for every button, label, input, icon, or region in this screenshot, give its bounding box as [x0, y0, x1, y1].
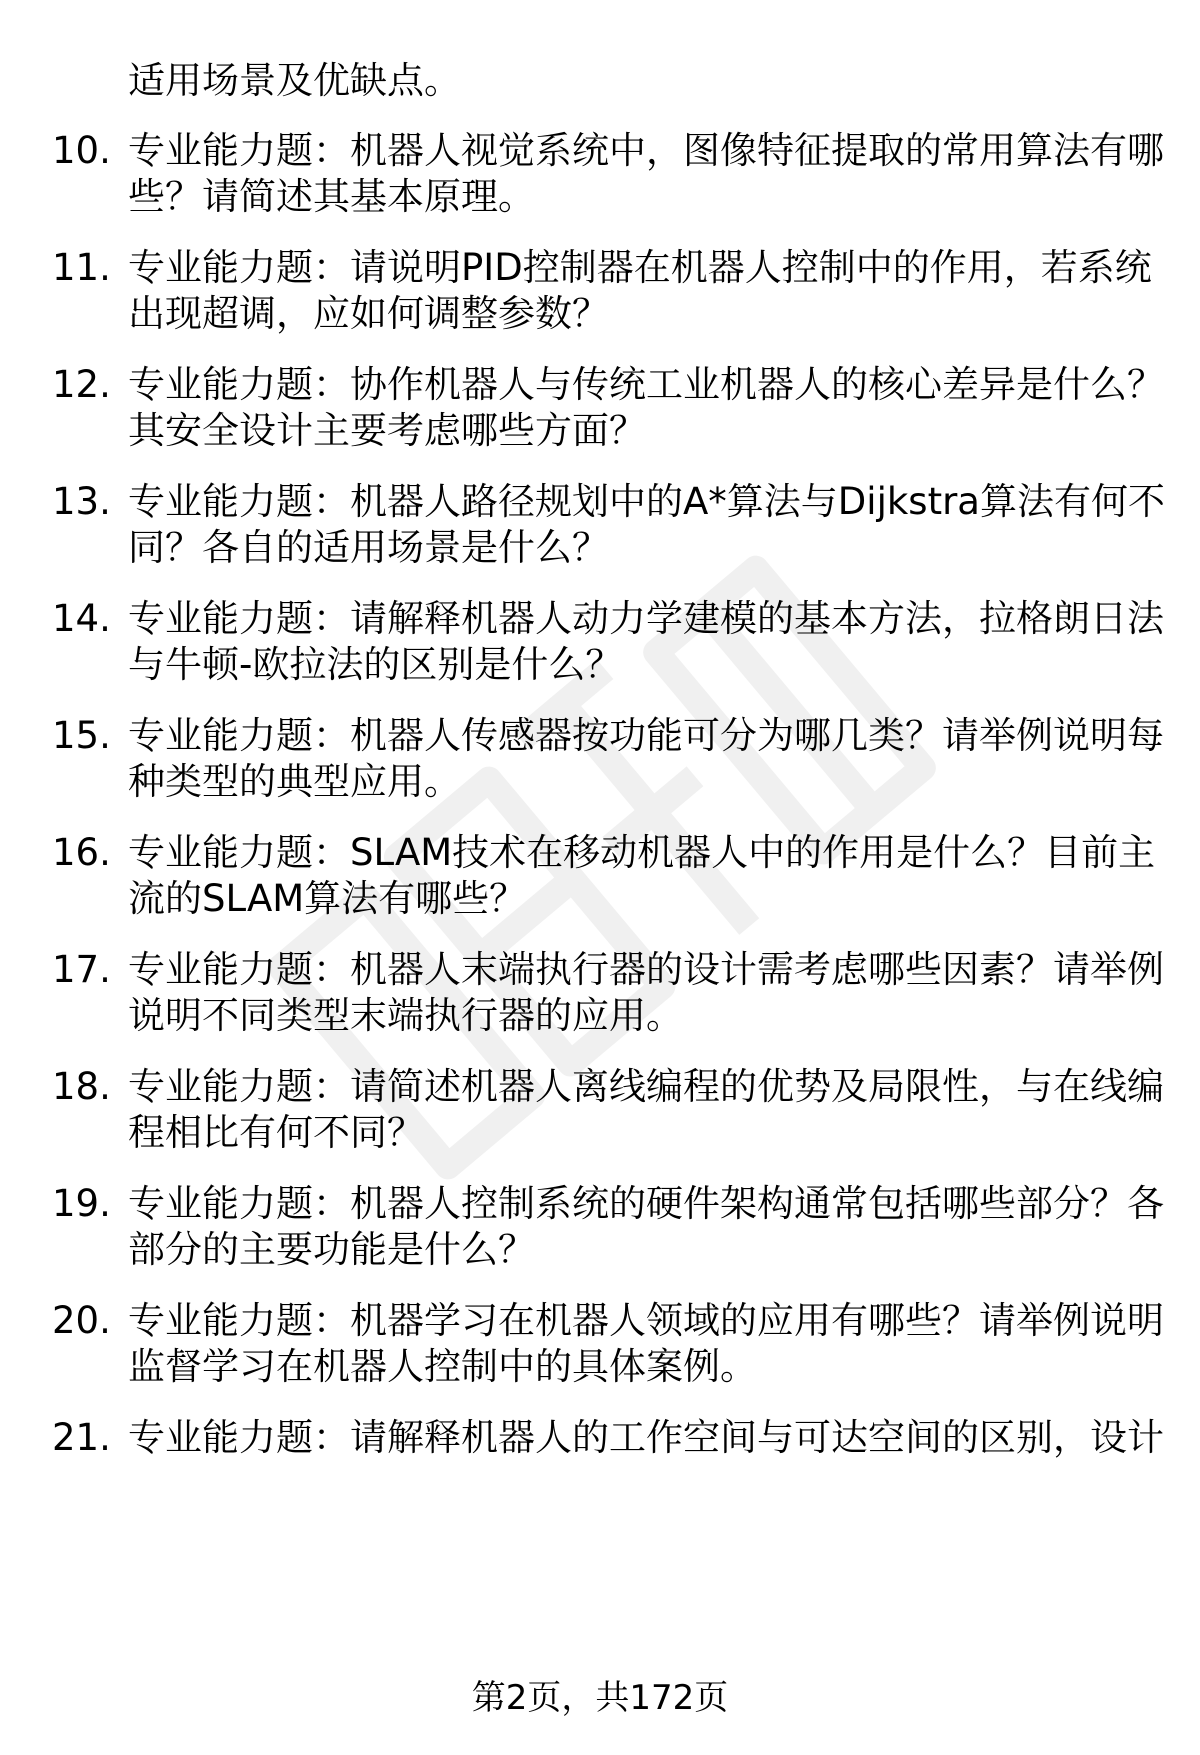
question-line: 专业能力题：请说明PID控制器在机器人控制中的作用，若系统: [128, 246, 1152, 289]
question-line: 专业能力题：机器人控制系统的硬件架构通常包括哪些部分？各: [128, 1182, 1164, 1225]
question-line: 出现超调，应如何调整参数？: [128, 292, 609, 335]
intro-line: 适用场景及优缺点。: [128, 59, 461, 102]
question-number: 10.: [52, 129, 111, 172]
question-number: 15.: [52, 714, 111, 757]
question-line: 专业能力题：请简述机器人离线编程的优势及局限性，与在线编: [128, 1065, 1164, 1108]
question-line: 专业能力题：机器人末端执行器的设计需考虑哪些因素？请举例: [128, 948, 1164, 991]
question-line: 其安全设计主要考虑哪些方面？: [128, 409, 646, 452]
question-line: 说明不同类型末端执行器的应用。: [128, 994, 683, 1037]
question-line: 专业能力题：机器人传感器按功能可分为哪几类？请举例说明每: [128, 714, 1164, 757]
page-footer: 第2页，共172页: [471, 1678, 729, 1718]
question-number: 20.: [52, 1299, 111, 1342]
question-line: 监督学习在机器人控制中的具体案例。: [128, 1345, 757, 1388]
question-line: 种类型的典型应用。: [128, 760, 461, 803]
question-line: 程相比有何不同？: [128, 1111, 424, 1154]
question-number: 16.: [52, 831, 111, 874]
question-number: 11.: [52, 246, 111, 289]
question-number: 17.: [52, 948, 111, 991]
question-number: 12.: [52, 363, 111, 406]
question-line: 专业能力题：机器人路径规划中的A*算法与Dijkstra算法有何不: [128, 480, 1165, 523]
question-line: 专业能力题：协作机器人与传统工业机器人的核心差异是什么？: [128, 363, 1164, 406]
question-line: 专业能力题：请解释机器人的工作空间与可达空间的区别，设计: [128, 1416, 1164, 1459]
question-line: 专业能力题：SLAM技术在移动机器人中的作用是什么？目前主: [128, 831, 1156, 874]
question-line: 专业能力题：请解释机器人动力学建模的基本方法，拉格朗日法: [128, 597, 1164, 640]
question-line: 专业能力题：机器学习在机器人领域的应用有哪些？请举例说明: [128, 1299, 1164, 1342]
question-number: 21.: [52, 1416, 111, 1459]
question-line: 专业能力题：机器人视觉系统中，图像特征提取的常用算法有哪: [128, 129, 1164, 172]
question-line: 些？请简述其基本原理。: [128, 175, 535, 218]
question-number: 19.: [52, 1182, 111, 1225]
question-line: 与牛顿-欧拉法的区别是什么？: [128, 643, 623, 686]
question-number: 18.: [52, 1065, 111, 1108]
question-line: 部分的主要功能是什么？: [128, 1228, 535, 1271]
question-number: 13.: [52, 480, 111, 523]
question-line: 流的SLAM算法有哪些？: [128, 877, 527, 920]
question-line: 同？各自的适用场景是什么？: [128, 526, 609, 569]
question-number: 14.: [52, 597, 111, 640]
